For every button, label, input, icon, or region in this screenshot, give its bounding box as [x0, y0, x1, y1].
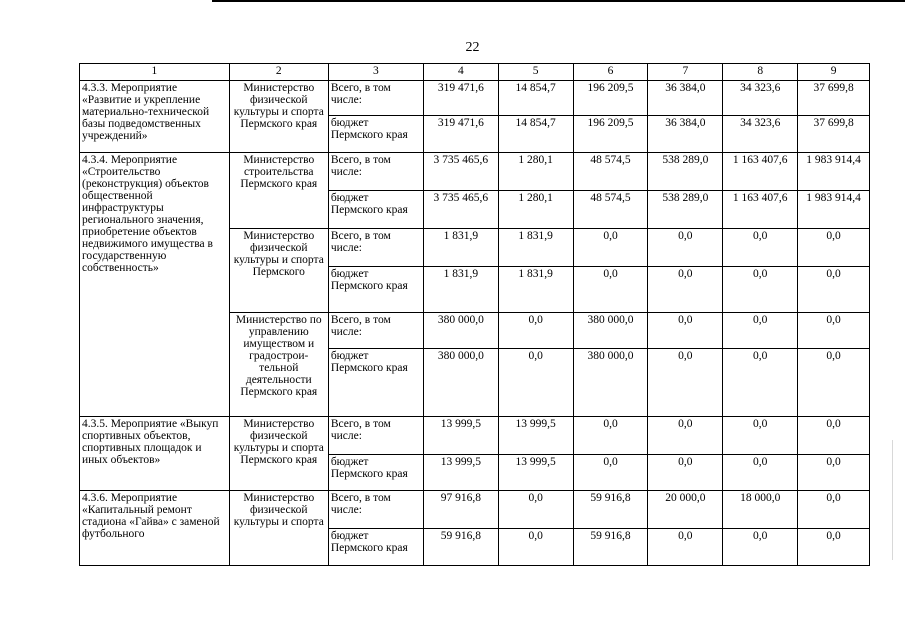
value-cell: 48 574,5: [573, 191, 648, 229]
value-cell: 0,0: [648, 529, 723, 566]
value-cell: 36 384,0: [648, 81, 723, 116]
header-cell: 8: [723, 64, 798, 81]
header-cell: 1: [80, 64, 230, 81]
value-cell: 20 000,0: [648, 491, 723, 529]
header-cell: 5: [498, 64, 573, 81]
page-number: 22: [465, 40, 480, 55]
header-row: [80, 64, 870, 81]
value-cell: 0,0: [648, 313, 723, 349]
value-cell: 0,0: [648, 349, 723, 417]
total-label-cell: Всего, в том числе:: [328, 491, 423, 529]
value-cell: 319 471,6: [423, 116, 498, 153]
header-cell: 6: [573, 64, 648, 81]
value-cell: 1 163 407,6: [723, 153, 798, 191]
value-cell: 1 831,9: [423, 267, 498, 313]
value-cell: 34 323,6: [723, 81, 798, 116]
value-cell: 0,0: [798, 229, 870, 267]
value-cell: 36 384,0: [648, 116, 723, 153]
value-cell: 0,0: [648, 455, 723, 491]
value-cell: 18 000,0: [723, 491, 798, 529]
value-cell: 0,0: [723, 229, 798, 267]
budget-label-cell: бюджет Пермского края: [328, 349, 423, 417]
header-cell: 9: [798, 64, 870, 81]
budget-label-cell: бюджет Пермского края: [328, 267, 423, 313]
value-cell: 0,0: [798, 313, 870, 349]
value-cell: 0,0: [723, 267, 798, 313]
value-cell: 3 735 465,6: [423, 153, 498, 191]
value-cell: 196 209,5: [573, 116, 648, 153]
value-cell: 0,0: [798, 349, 870, 417]
scan-edge-shadow: [892, 440, 893, 560]
value-cell: 319 471,6: [423, 81, 498, 116]
value-cell: 0,0: [498, 529, 573, 566]
header-cell: 7: [648, 64, 723, 81]
value-cell: 13 999,5: [423, 455, 498, 491]
value-cell: 59 916,8: [423, 529, 498, 566]
value-cell: 1 280,1: [498, 191, 573, 229]
total-label-cell: Всего, в том числе:: [328, 153, 423, 191]
value-cell: 1 280,1: [498, 153, 573, 191]
value-cell: 0,0: [573, 229, 648, 267]
budget-label-cell: бюджет Пермского края: [328, 191, 423, 229]
activity-cell: 4.3.3. Мероприятие «Развитие и укрепление материально-технической базы подведомственных учреждений»: [80, 81, 230, 153]
value-cell: 37 699,8: [798, 81, 870, 116]
executor-cell: Министерство строительства Пермского края: [229, 153, 328, 229]
table-row: [80, 491, 870, 529]
value-cell: 1 831,9: [498, 267, 573, 313]
value-cell: 0,0: [798, 529, 870, 566]
activity-cell: 4.3.5. Мероприятие «Выкуп спортивных объектов, спортивных площадок и иных объектов»: [80, 417, 230, 491]
value-cell: 0,0: [648, 229, 723, 267]
total-label-cell: Всего, в том числе:: [328, 313, 423, 349]
value-cell: 0,0: [648, 267, 723, 313]
executor-cell: Министерство физической культуры и спорта Пермского края: [229, 81, 328, 153]
value-cell: 538 289,0: [648, 153, 723, 191]
budget-label-cell: бюджет Пермского края: [328, 455, 423, 491]
value-cell: 3 735 465,6: [423, 191, 498, 229]
budget-table: [79, 63, 870, 566]
executor-cell: Министерство физической культуры и спорта Пермского: [229, 229, 328, 313]
activity-cell: 4.3.4. Мероприятие «Строительство (реконструкция) объектов общественной инфраструктуры регионального значения, приобретение объектов недвижимого имущества в государственную собственность»: [80, 153, 230, 417]
value-cell: 13 999,5: [423, 417, 498, 455]
table-row: [80, 81, 870, 116]
value-cell: 0,0: [798, 267, 870, 313]
value-cell: 0,0: [573, 267, 648, 313]
value-cell: 0,0: [723, 455, 798, 491]
top-rule: [212, 0, 905, 2]
total-label-cell: Всего, в том числе:: [328, 81, 423, 116]
header-cell: 2: [229, 64, 328, 81]
value-cell: 1 163 407,6: [723, 191, 798, 229]
activity-cell: 4.3.6. Мероприятие «Капитальный ремонт стадиона «Гайва» с заменой футбольного: [80, 491, 230, 566]
value-cell: 1 983 914,4: [798, 191, 870, 229]
value-cell: 59 916,8: [573, 529, 648, 566]
value-cell: 0,0: [798, 417, 870, 455]
value-cell: 34 323,6: [723, 116, 798, 153]
value-cell: 0,0: [498, 313, 573, 349]
budget-label-cell: бюджет Пермского края: [328, 529, 423, 566]
executor-cell: Министерство физической культуры и спорта Пермского края: [229, 417, 328, 491]
executor-cell: Министерство по управлению имуществом и градострои-тельной деятельности Пермского края: [229, 313, 328, 417]
value-cell: 0,0: [798, 455, 870, 491]
value-cell: 0,0: [573, 455, 648, 491]
value-cell: 13 999,5: [498, 455, 573, 491]
budget-label-cell: бюджет Пермского края: [328, 116, 423, 153]
value-cell: 14 854,7: [498, 116, 573, 153]
value-cell: 538 289,0: [648, 191, 723, 229]
value-cell: 1 983 914,4: [798, 153, 870, 191]
header-cell: 3: [328, 64, 423, 81]
value-cell: 0,0: [723, 529, 798, 566]
total-label-cell: Всего, в том числе:: [328, 417, 423, 455]
value-cell: 14 854,7: [498, 81, 573, 116]
value-cell: 59 916,8: [573, 491, 648, 529]
value-cell: 196 209,5: [573, 81, 648, 116]
table-row: [80, 417, 870, 455]
value-cell: 48 574,5: [573, 153, 648, 191]
total-label-cell: Всего, в том числе:: [328, 229, 423, 267]
value-cell: 13 999,5: [498, 417, 573, 455]
value-cell: 0,0: [723, 349, 798, 417]
value-cell: 1 831,9: [423, 229, 498, 267]
value-cell: 1 831,9: [498, 229, 573, 267]
executor-cell: Министерство физической культуры и спорта: [229, 491, 328, 566]
value-cell: 380 000,0: [423, 349, 498, 417]
value-cell: 0,0: [723, 417, 798, 455]
value-cell: 0,0: [498, 491, 573, 529]
value-cell: 0,0: [648, 417, 723, 455]
value-cell: 37 699,8: [798, 116, 870, 153]
value-cell: 380 000,0: [573, 313, 648, 349]
value-cell: 0,0: [723, 313, 798, 349]
header-cell: 4: [423, 64, 498, 81]
value-cell: 0,0: [498, 349, 573, 417]
value-cell: 97 916,8: [423, 491, 498, 529]
table-row: [80, 153, 870, 191]
value-cell: 380 000,0: [423, 313, 498, 349]
value-cell: 0,0: [798, 491, 870, 529]
value-cell: 380 000,0: [573, 349, 648, 417]
value-cell: 0,0: [573, 417, 648, 455]
